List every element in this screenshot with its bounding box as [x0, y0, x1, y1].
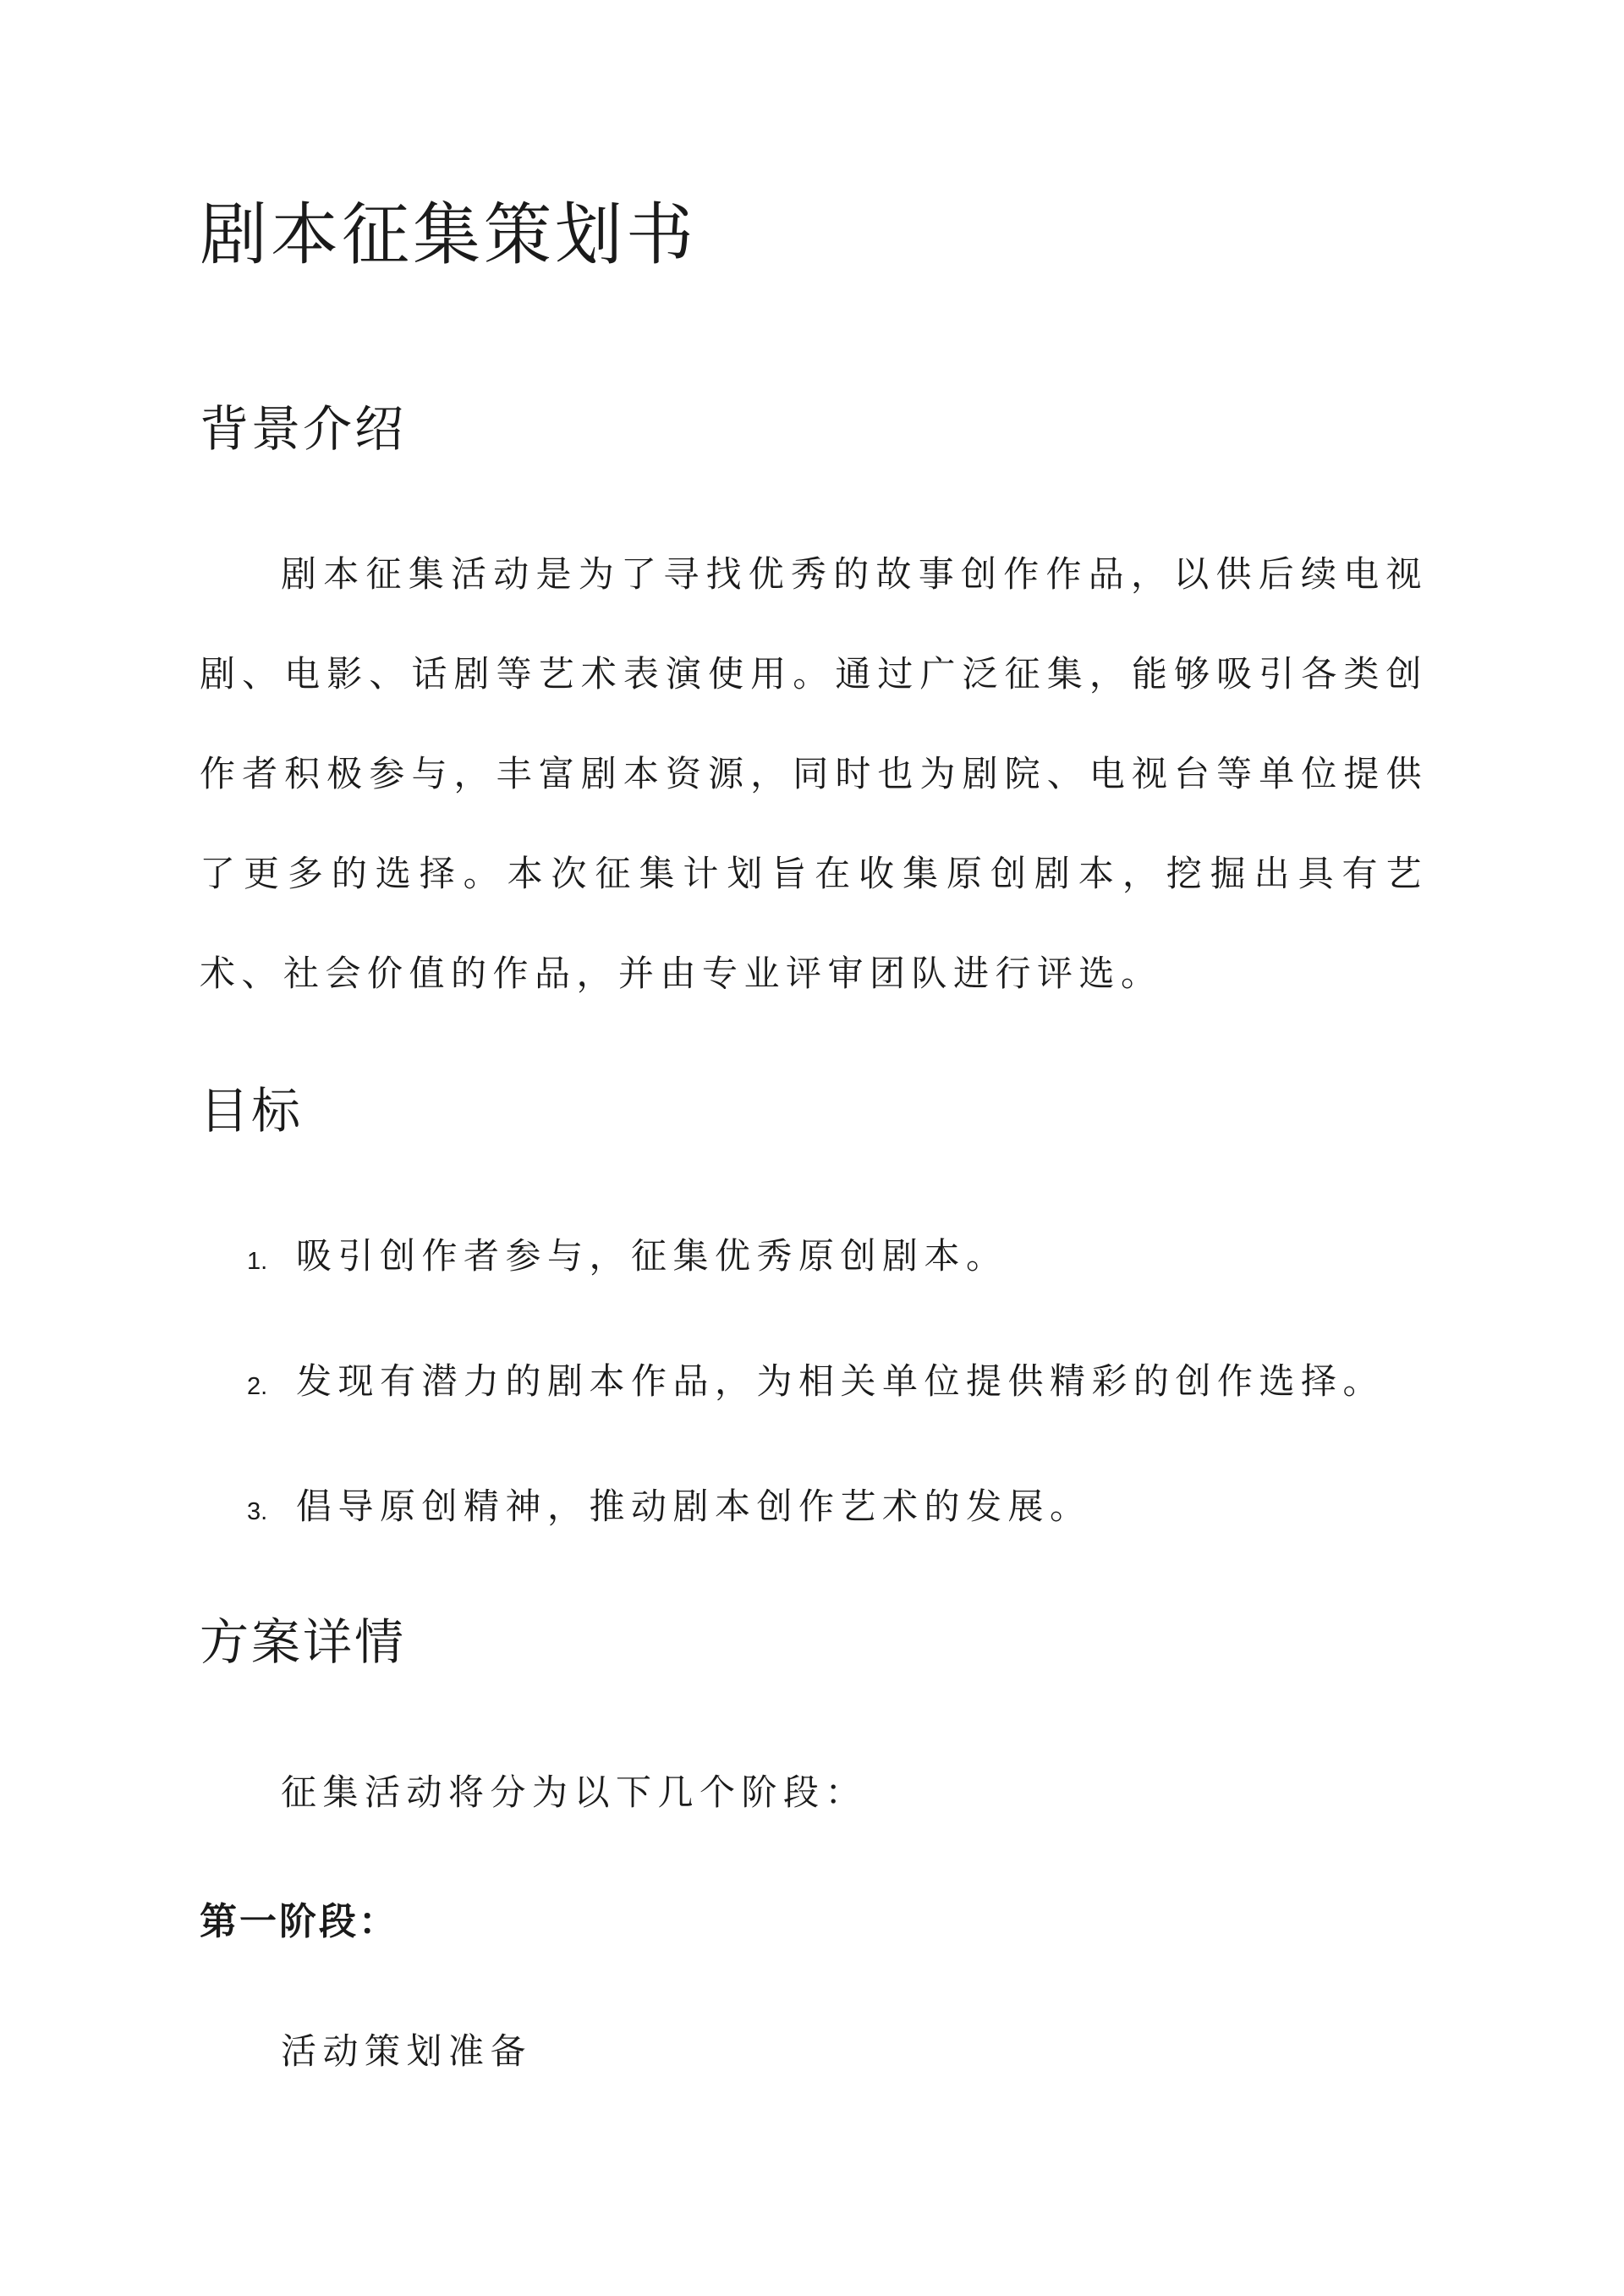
list-item-number: 3.	[247, 1498, 268, 1525]
document-title: 剧本征集策划书	[200, 195, 697, 274]
background-paragraph: 剧本征集活动是为了寻找优秀的故事创作作品，以供后续电视剧、电影、话剧等艺术表演使用。通过广泛征集，能够吸引各类创作者积极参与，丰富剧本资源，同时也为剧院、电视台等单位提供了更多的选择。本次征集计划旨在收集原创剧本，挖掘出具有艺术、社会价值的作品，并由专业评审团队进行评选。	[200, 553, 1428, 994]
list-item-number: 2.	[247, 1373, 268, 1400]
section-heading-background: 背景介绍	[200, 400, 407, 458]
list-item-number: 1.	[247, 1248, 268, 1275]
list-item-text: 发现有潜力的剧本作品，为相关单位提供精彩的创作选择。	[296, 1360, 1385, 1402]
section-heading-goals: 目标	[200, 1082, 304, 1140]
plan-intro-text: 征集活动将分为以下几个阶段：	[281, 1771, 868, 1813]
list-item-text: 吸引创作者参与，征集优秀原创剧本。	[296, 1235, 1008, 1277]
phase-1-content: 活动策划准备	[281, 2030, 533, 2072]
section-heading-plan: 方案详情	[200, 1613, 407, 1671]
list-item-text: 倡导原创精神，推动剧本创作艺术的发展。	[296, 1486, 1092, 1527]
phase-1-heading: 第一阶段：	[200, 1900, 398, 1943]
